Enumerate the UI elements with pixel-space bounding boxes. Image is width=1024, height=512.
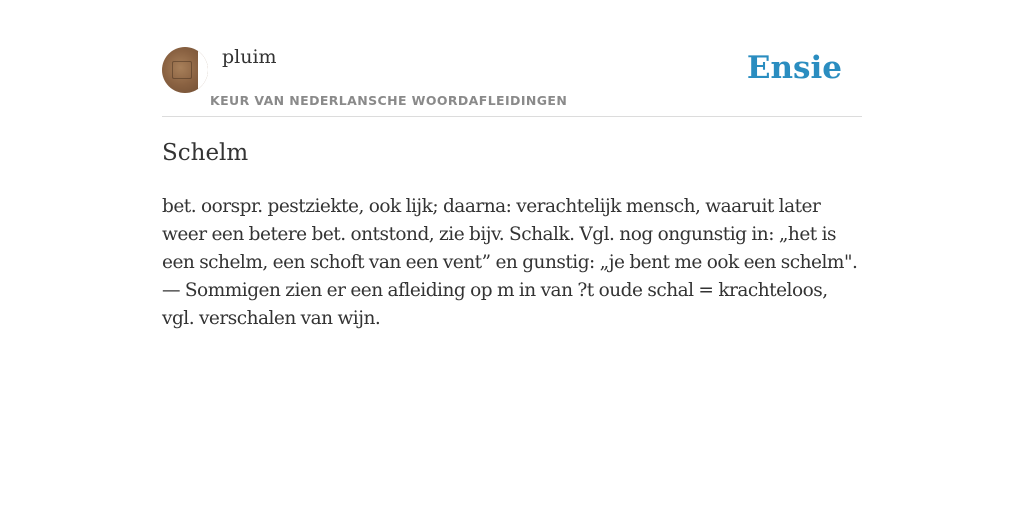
entry-definition: bet. oorspr. pestziekte, ook lijk; daarna: verachtelijk mensch, waaruit later weer een betere bet. ontstond, zie bijv. Schalk. Vgl. nog ongunstig in: „het is een schelm, een schoft van een vent” en gunstig: „je bent me ook een schelm". — Sommigen zien er een afleiding op m in van ?t oude schal = krachteloos, vgl. verschalen van wijn. <box>162 196 858 329</box>
brand-logo[interactable]: Ensie <box>746 50 842 86</box>
avatar-image-detail <box>172 61 192 79</box>
source-label[interactable]: KEUR VAN NEDERLANSCHE WOORDAFLEIDINGEN <box>210 93 568 108</box>
avatar[interactable] <box>162 47 208 93</box>
avatar-mask <box>198 47 208 93</box>
entry-title: Schelm <box>162 140 249 166</box>
username[interactable]: pluim <box>222 46 277 68</box>
header <box>162 40 862 117</box>
